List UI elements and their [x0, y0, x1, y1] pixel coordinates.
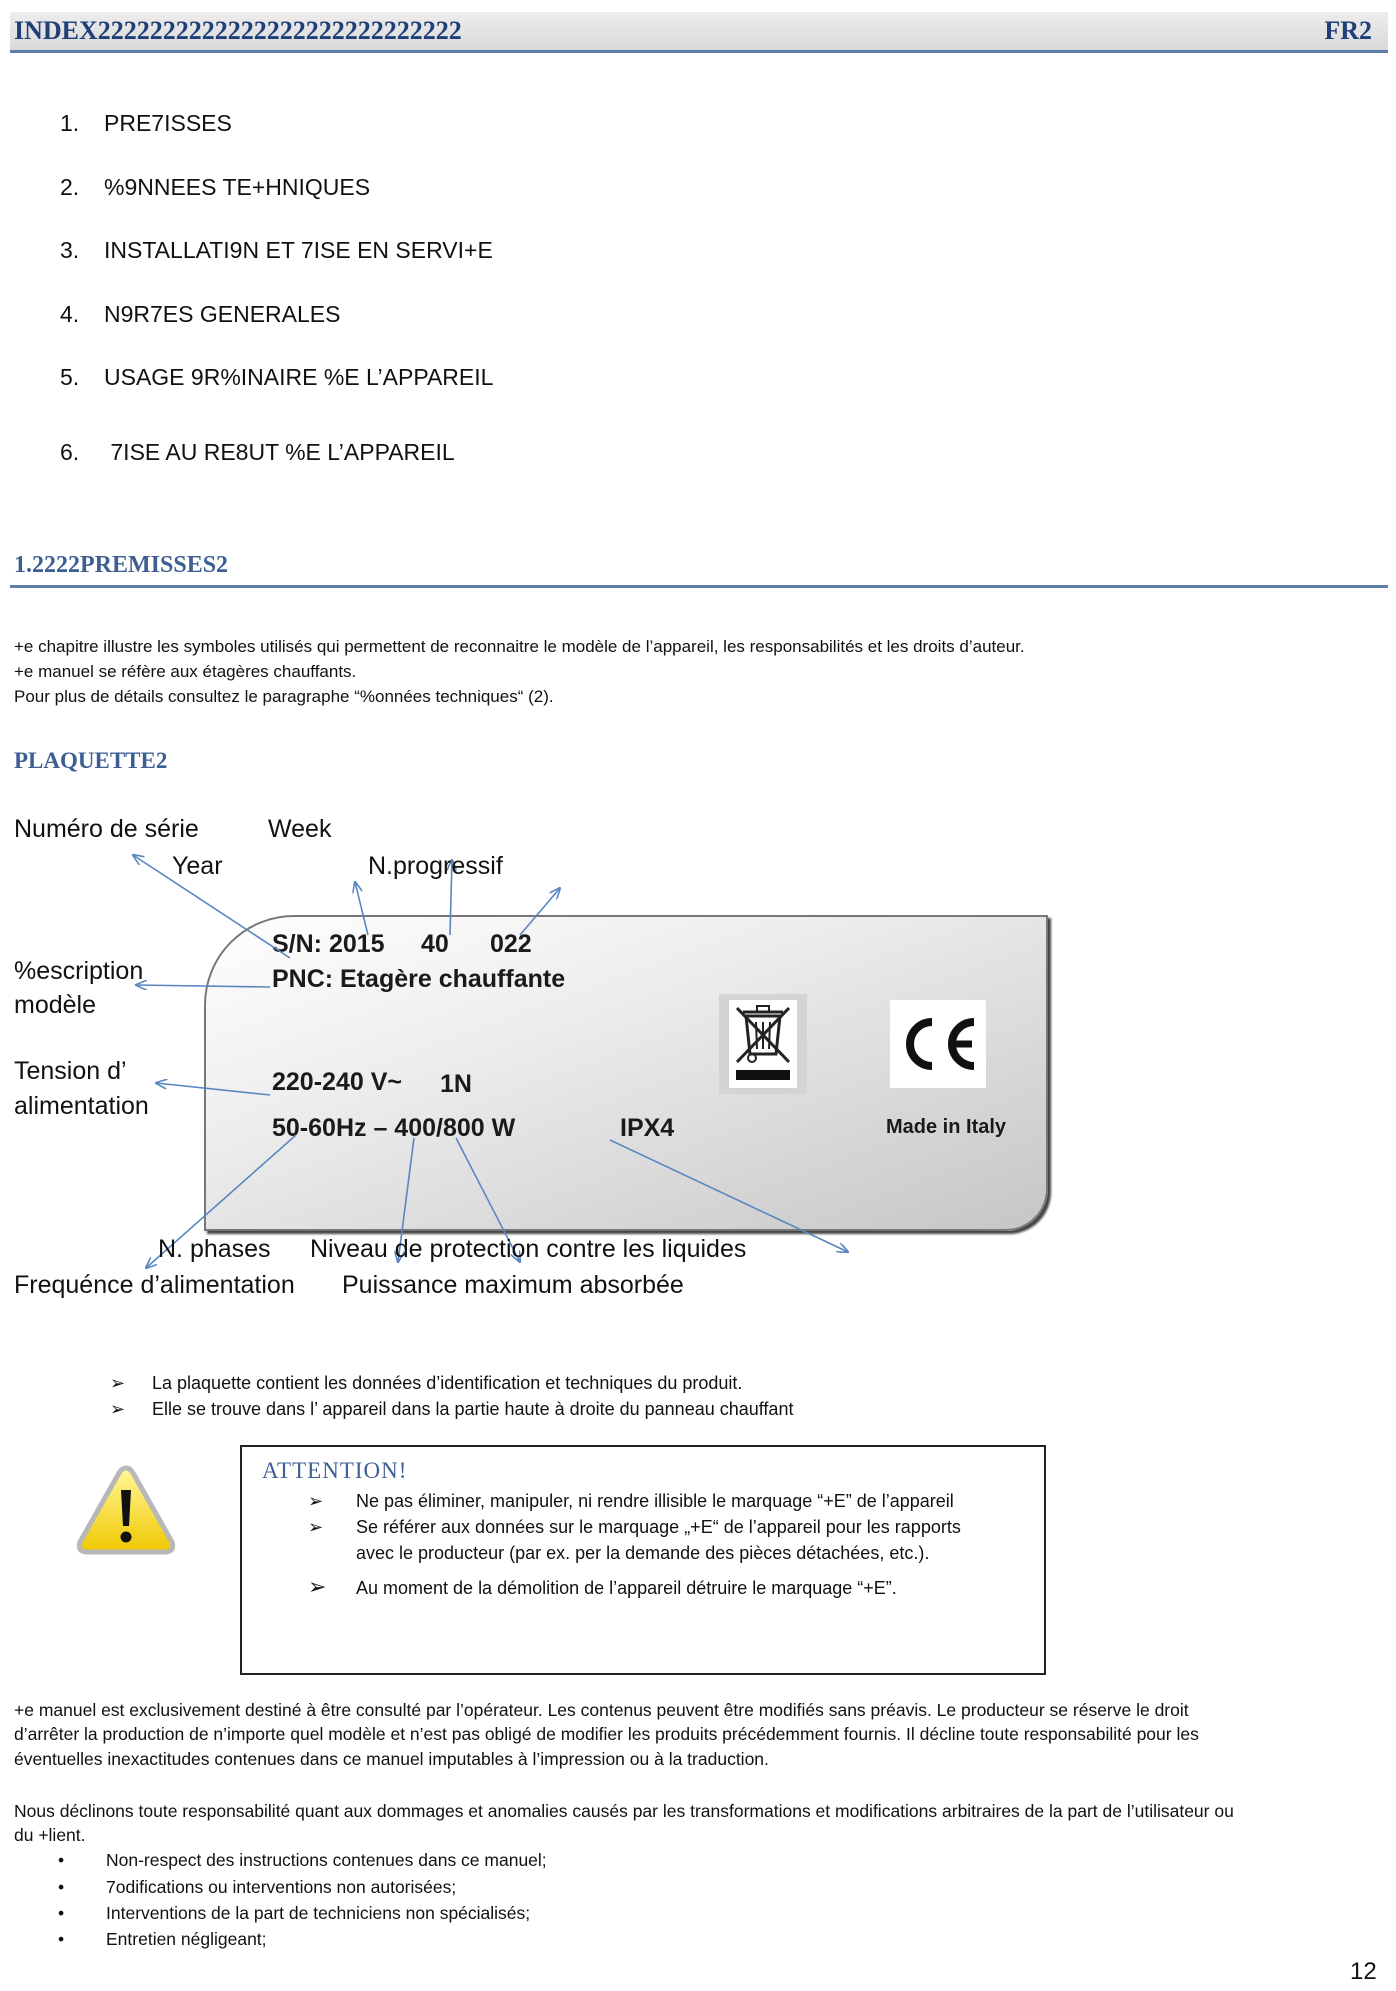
header-language: FR2 — [1324, 16, 1372, 45]
liability-line: du +lient. — [14, 1825, 86, 1845]
attention-item — [308, 1517, 961, 1538]
toc-number: 2. — [60, 174, 80, 200]
intro-line: +e chapitre illustre les symboles utilisés qui permettent de reconnaitre le modèle de l’appareil, les responsabilités et les droits d’auteur. — [14, 637, 1025, 656]
list-item — [58, 1850, 547, 1871]
attention-text: Se référer aux données sur le marquage „+E“ de l’appareil pour les rapports — [356, 1517, 961, 1537]
callout-frequency: Frequénce d’alimentation — [14, 1271, 295, 1299]
plate-voltage: 220-240 V~ — [272, 1068, 402, 1096]
plate-made-in: Made in Italy — [886, 1116, 1007, 1138]
callout-year: Year — [172, 852, 223, 880]
attention-title: ATTENTION! — [262, 1458, 408, 1483]
callout-power: Puissance maximum absorbée — [342, 1271, 684, 1299]
intro-line: +e manuel se réfère aux étagères chauffants. — [14, 662, 357, 681]
callout-description: %escription — [14, 957, 144, 985]
plate-serial: S/N: 2015 — [272, 930, 385, 958]
plate-phases: 1N — [440, 1070, 472, 1098]
bullet-dot-icon: • — [58, 1877, 65, 1897]
callout-week: Week — [268, 815, 332, 843]
callout-ip-level: Niveau de protection contre les liquides — [310, 1235, 747, 1263]
bullet-dot-icon: • — [58, 1929, 65, 1949]
list-item — [110, 1399, 793, 1420]
liability-line: Nous déclinons toute responsabilité quant aux dommages et anomalies causés par les transformations et modifications arbitraires de la part de l’utilisateur ou — [14, 1801, 1234, 1821]
warning-icon — [72, 1460, 180, 1564]
bullet-text: La plaquette contient les données d’identification et techniques du produit. — [152, 1373, 743, 1393]
toc-label: N9R7ES GENERALES — [104, 301, 341, 327]
arrow-tension — [156, 1083, 270, 1095]
attention-item — [308, 1491, 954, 1512]
callout-serial: Numéro de série — [14, 815, 199, 843]
callout-progressive: N.progressif — [368, 852, 503, 880]
callout-tension-line2: alimentation — [14, 1092, 149, 1120]
list-item — [58, 1903, 530, 1924]
bullet-arrow-icon: ➢ — [110, 1399, 126, 1419]
arrow-description — [136, 985, 270, 987]
bullet-dot-icon: • — [58, 1903, 65, 1923]
header-title: INDEX2222222222222222222222222222 — [14, 16, 462, 45]
arrow-progressive — [520, 888, 560, 935]
plate-ip-rating: IPX4 — [620, 1114, 675, 1142]
toc-label: PRE7ISSES — [104, 110, 232, 136]
toc-label: 7ISE AU RE8UT %E L’APPAREIL — [104, 439, 455, 465]
plate-pnc: PNC: Etagère chauffante — [272, 965, 566, 993]
page-number: 12 — [1350, 1958, 1377, 1985]
callout-phases: N. phases — [158, 1235, 271, 1263]
plate-progressive: 022 — [490, 930, 532, 958]
list-item — [58, 1929, 267, 1950]
list-item-text: Non-respect des instructions contenues dans ce manuel; — [106, 1850, 547, 1870]
bullet-arrow-icon: ➢ — [308, 1574, 327, 1599]
attention-item — [308, 1574, 897, 1600]
plaquette-title: PLAQUETTE2 — [14, 748, 168, 773]
attention-item-continued — [308, 1543, 929, 1564]
callout-tension: Tension d’ — [14, 1057, 127, 1085]
bullet-arrow-icon: ➢ — [110, 1373, 126, 1393]
list-item-text: Entretien négligeant; — [106, 1929, 267, 1949]
callout-description-line2: modèle — [14, 991, 96, 1019]
list-item-text: Interventions de la part de techniciens non spécialisés; — [106, 1903, 531, 1923]
disclaimer-line: +e manuel est exclusivement destiné à être consulté par l’opérateur. Les contenus peuvent être modifiés sans préavis. Le producteur se réserve le droit — [14, 1700, 1189, 1720]
disclaimer-line: d’arrêter la production de n’importe quel modèle et n’est pas obligé de modifier les produits précédemment fournis. Il décline toute responsabilité pour les — [14, 1724, 1199, 1744]
list-item-text: 7odifications ou interventions non autorisées; — [106, 1877, 457, 1897]
toc-label: USAGE 9R%INAIRE %E L’APPAREIL — [104, 364, 494, 390]
plate-frequency-power: 50-60Hz – 400/800 W — [272, 1114, 516, 1142]
list-item — [58, 1877, 456, 1898]
bullet-text: Elle se trouve dans l’ appareil dans la partie haute à droite du panneau chauffant — [152, 1399, 794, 1419]
attention-text: Au moment de la démolition de l’appareil détruire le marquage “+E”. — [356, 1578, 897, 1598]
bullet-dot-icon: • — [58, 1850, 65, 1870]
list-item — [110, 1373, 742, 1394]
toc-number: 1. — [60, 110, 80, 136]
arrow-year — [355, 882, 368, 935]
toc-label: %9NNEES TE+HNIQUES — [104, 174, 371, 200]
attention-text: Ne pas éliminer, manipuler, ni rendre illisible le marquage “+E” de l’appareil — [356, 1491, 954, 1511]
toc-number: 5. — [60, 364, 80, 390]
disclaimer-line: éventuelles inexactitudes contenues dans ce manuel imputables à l’impression ou à la traduction. — [14, 1749, 769, 1769]
plate-week: 40 — [421, 930, 449, 958]
toc-number: 4. — [60, 301, 80, 327]
section-title: 1.2222PREMISSES2 — [14, 552, 229, 578]
toc-number: 6. — [60, 439, 80, 465]
toc-label: INSTALLATI9N ET 7ISE EN SERVI+E — [104, 237, 493, 263]
toc-number: 3. — [60, 237, 80, 263]
bullet-arrow-icon: ➢ — [308, 1491, 324, 1511]
bullet-arrow-icon: ➢ — [308, 1517, 324, 1537]
attention-text: avec le producteur (par ex. per la demande des pièces détachées, etc.). — [356, 1543, 930, 1563]
intro-line: Pour plus de détails consultez le paragraphe “%onnées techniques“ (2). — [14, 687, 554, 706]
